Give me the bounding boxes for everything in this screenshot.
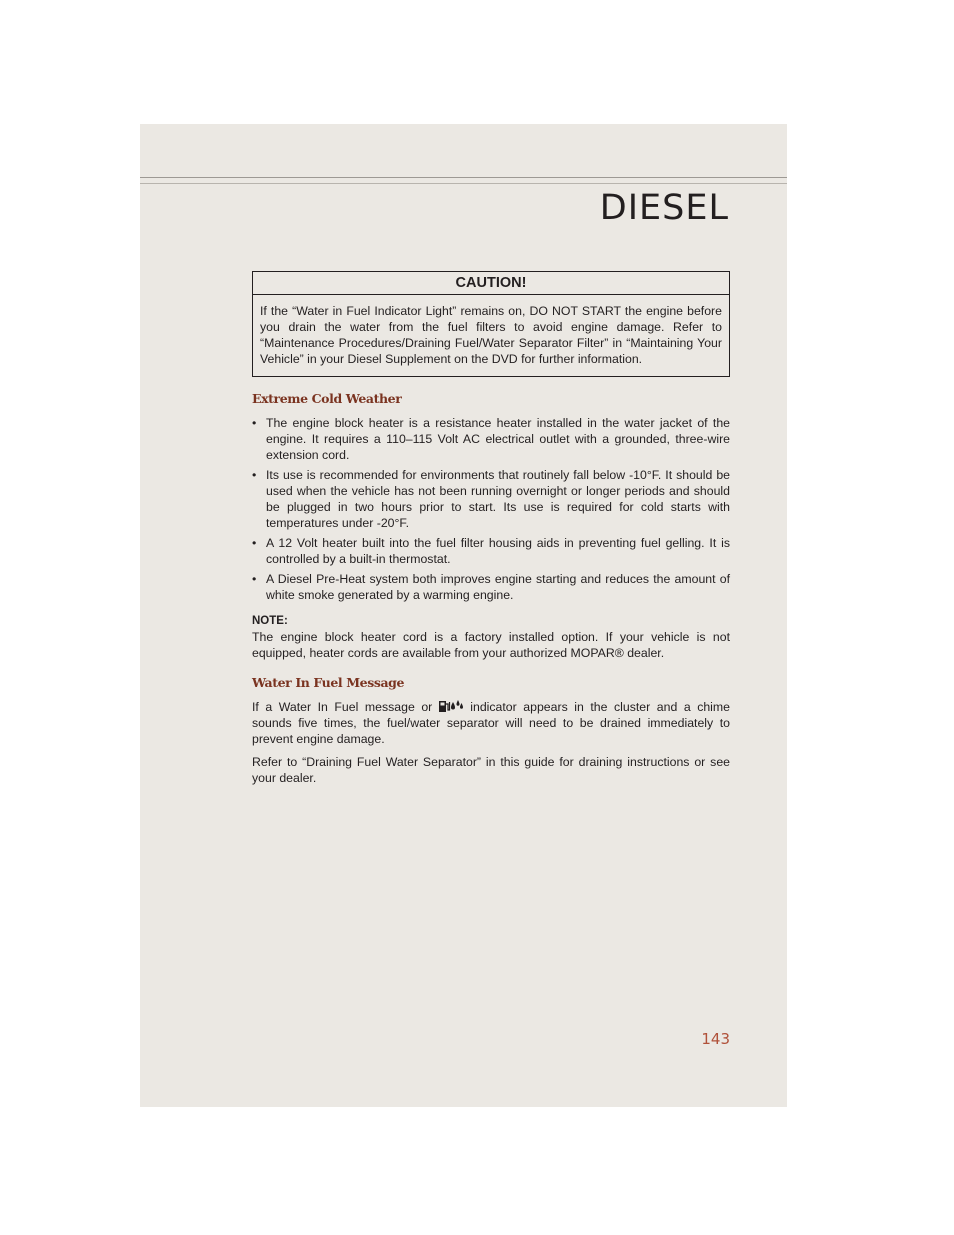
bullet-icon: • xyxy=(252,468,257,482)
manual-page xyxy=(140,124,787,1107)
list-item: • A Diesel Pre-Heat system both improves engine starting and reduces the amount of white smoke generated by a warming engine. xyxy=(252,572,730,602)
list-item: • The engine block heater is a resistance heater installed in the water jacket of the engine. It requires a 110–115 Volt AC electrical outlet with a grounded, three-wire extension cord. xyxy=(252,416,730,462)
header-rule-bottom xyxy=(140,183,787,184)
note-label: NOTE: xyxy=(252,615,288,627)
list-item: • Its use is recommended for environments that routinely fall below -10°F. It should be used when the vehicle has not been running overnight or longer periods and should be plugged in two hours prior to start. Its use is required for cold starts with temperatures under -20°F. xyxy=(252,468,730,530)
caution-body: If the “Water in Fuel Indicator Light” remains on, DO NOT START the engine before you drain the water from the fuel filters to avoid engine damage. Refer to “Maintenance Procedures/Draining Fuel/Water Separator Filter” in “Maintaining Your Vehicle” in your Diesel Supplement on the DVD for further information. xyxy=(260,304,722,366)
bullet-icon: • xyxy=(252,416,257,430)
caution-title: CAUTION! xyxy=(253,272,729,295)
water-in-fuel-paragraph: If a Water In Fuel message or indicator appears in the cluster and a chime sounds five times, the fuel/water separator will need to be drained immediately to prevent engine damage. xyxy=(252,700,730,746)
bullet-icon: • xyxy=(252,536,257,550)
header-rule-top xyxy=(140,177,787,178)
bullet-icon: • xyxy=(252,572,257,586)
water-in-fuel-icon xyxy=(438,699,464,713)
page-number: 143 xyxy=(701,1030,730,1048)
cold-weather-heading: Extreme Cold Weather xyxy=(252,391,402,406)
section-title: DIESEL xyxy=(599,188,729,228)
refer-paragraph: Refer to “Draining Fuel Water Separator” in this guide for draining instructions or see your dealer. xyxy=(252,755,730,785)
page-content xyxy=(252,271,730,793)
note-text: The engine block heater cord is a factory installed option. If your vehicle is not equipped, heater cords are available from your authorized MOPAR® dealer. xyxy=(252,630,730,660)
water-in-fuel-heading: Water In Fuel Message xyxy=(252,675,405,690)
list-item: • A 12 Volt heater built into the fuel filter housing aids in preventing fuel gelling. It is controlled by a built-in thermostat. xyxy=(252,536,730,566)
caution-box xyxy=(252,271,730,377)
cold-weather-list xyxy=(252,415,730,603)
